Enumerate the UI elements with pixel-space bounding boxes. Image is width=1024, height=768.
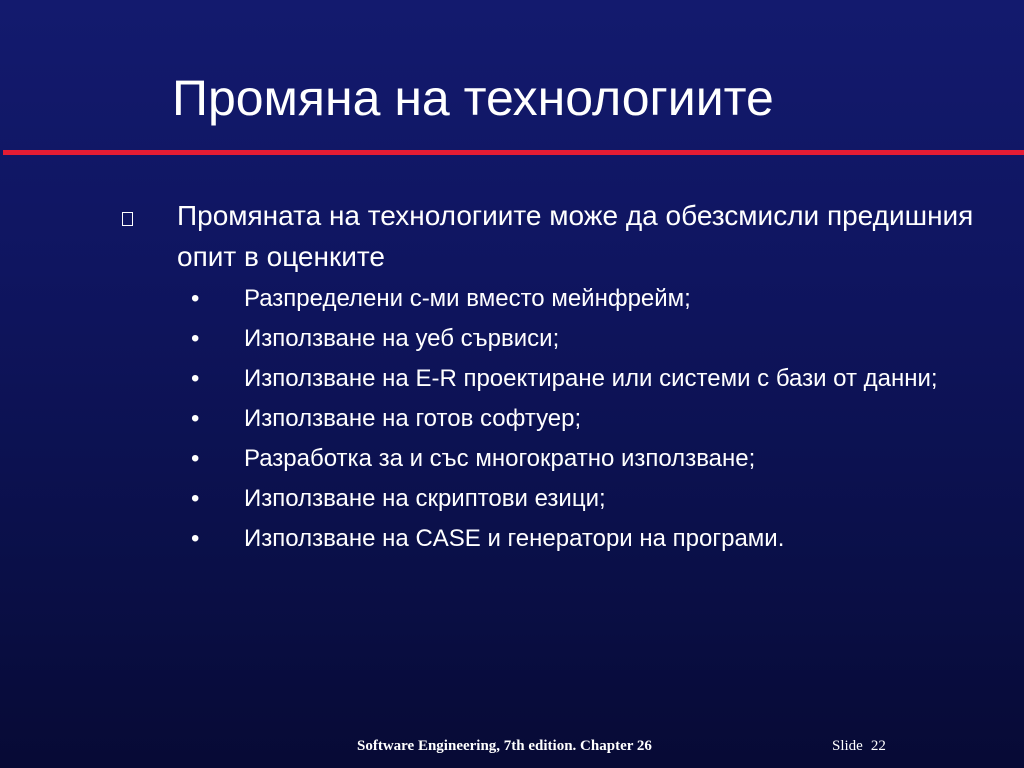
slide-label: Slide: [832, 738, 863, 754]
sub-bullet-item: [191, 483, 991, 515]
sub-bullet-item: [191, 523, 991, 555]
sub-bullet-text: Използване на готов софтуер;: [244, 405, 582, 432]
sub-bullet-text: Използване на уеб сървиси;: [244, 325, 560, 352]
title-divider: [3, 150, 1024, 155]
bullet-dot-icon: •: [191, 325, 200, 352]
footer-book-title: Software Engineering, 7th edition. Chapter 26: [357, 738, 652, 754]
slide-title: Промяна на технологиите: [172, 70, 774, 126]
sub-bullet-item: [191, 443, 991, 475]
main-bullet-text: Промяната на технологиите може да обезсмисли предишния опит в оценките: [177, 200, 974, 272]
sub-bullet-text: Използване на CASE и генератори на програми.: [244, 525, 785, 552]
sub-bullet-item: [191, 403, 991, 435]
bullet-dot-icon: •: [191, 405, 200, 432]
footer-slide-number: [832, 738, 886, 755]
sub-bullet-text: Използване на E-R проектиране или системи с бази от данни;: [244, 365, 938, 392]
sub-bullet-text: Използване на скриптови езици;: [244, 485, 606, 512]
bullet-dot-icon: •: [191, 365, 200, 392]
sub-bullet-item: [191, 283, 991, 315]
sub-bullet-item: [191, 363, 991, 395]
bullet-dot-icon: •: [191, 285, 200, 312]
sub-bullet-text: Разпределени с-ми вместо мейнфрейм;: [244, 285, 691, 312]
main-bullet-icon: [122, 212, 133, 226]
sub-bullet-item: [191, 323, 991, 355]
bullet-dot-icon: •: [191, 485, 200, 512]
sub-bullet-text: Разработка за и със многократно използване;: [244, 445, 756, 472]
sub-bullet-list: [191, 283, 991, 563]
bullet-dot-icon: •: [191, 525, 200, 552]
slide-number: 22: [870, 738, 886, 754]
bullet-dot-icon: •: [191, 445, 200, 472]
